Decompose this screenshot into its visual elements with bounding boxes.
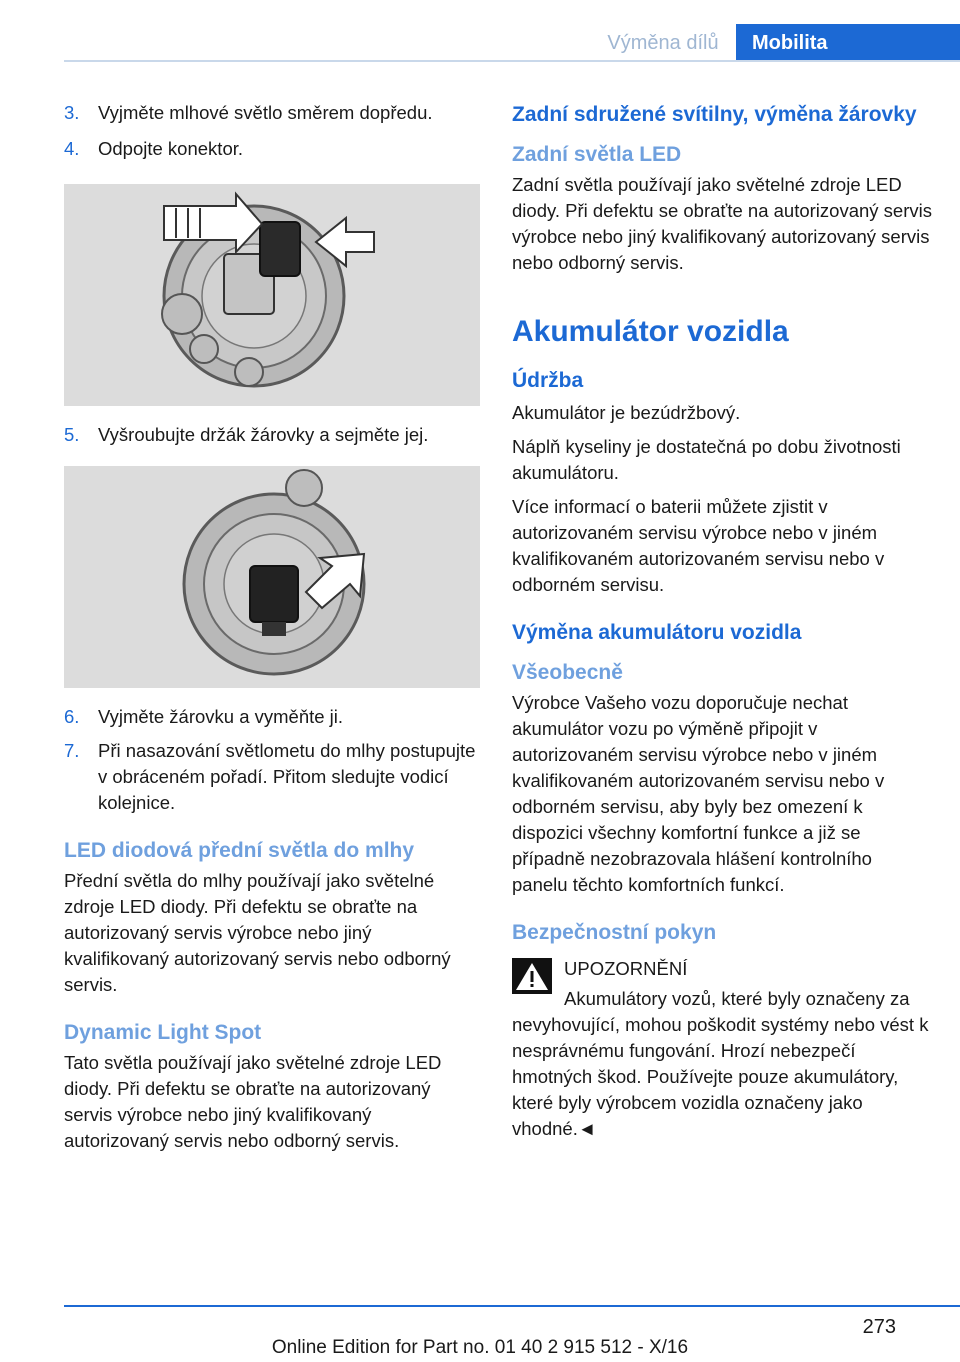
bulb-holder-illustration [64,466,480,688]
paragraph: Zadní světla používají jako světelné zdroje LED diody. Při defektu se obraťte na autorizovaný servis výrobce nebo jiný kvalifikovaný autorizovaný servis nebo odborný servis. [512,174,932,273]
right-column [512,100,932,1142]
step-item [64,422,480,448]
step-number: 6. [64,706,80,727]
header-section-tab: Výměna dílů [607,32,719,54]
section-heading: Údržba [512,369,584,392]
warning-triangle-icon [512,958,552,994]
step-number: 4. [64,138,80,159]
step-item [64,738,480,816]
chapter-heading: Akumulátor vozidla [512,315,789,348]
step-text: Vyšroubujte držák žárovky a sejměte jej. [98,424,429,445]
header-rule [64,60,960,62]
page-number: 273 [862,1316,896,1338]
section-heading: Dynamic Light Spot [64,1021,262,1044]
section-heading: Zadní sdružené svítilny, výměna žárovky [512,103,917,126]
paragraph: Přední světla do mlhy používají jako světelné zdroje LED diody. Při defektu se obraťte na autorizovaný servis výrobce nebo jiný kvalifikovaný autorizovaný servis nebo odborný servis. [64,870,451,995]
paragraph: Tato světla používají jako světelné zdroje LED diody. Při defektu se obraťte na autorizovaný servis výrobce nebo jiný kvalifikovaný autorizovaný servis nebo odborný servis. [64,1052,442,1151]
header-chapter-tab: Mobilita [736,24,960,62]
step-number: 3. [64,102,80,123]
paragraph: Náplň kyseliny je dostatečná po dobu životnosti akumulátoru. [512,436,901,483]
step-item [64,704,480,730]
warning-text: Akumulátory vozů, které byly označeny za nevyhovující, mohou poškodit systémy nebo vést k nesprávnému fungování. Hrozí nebezpečí hmotných škod. Používejte pouze akumulátory, které byly výrobcem vozidla označeny jako vhodné.◄ [512,988,929,1139]
step-number: 5. [64,424,80,445]
section-heading: LED diodová přední světla do mlhy [64,839,415,862]
step-text: Odpojte konektor. [98,138,244,159]
step-item [64,100,480,126]
step-text: Při nasazování světlometu do mlhy postupujte v obráceném pořadí. Přitom sledujte vodicí kolejnice. [98,740,476,813]
section-heading: Výměna akumulátoru vozidla [512,621,802,644]
subsection-heading: Bezpečnostní pokyn [512,921,717,944]
connector-illustration [64,184,480,406]
edition-footer: Online Edition for Part no. 01 40 2 915 512 - X/16 [271,1337,689,1358]
paragraph: Více informací o baterii můžete zjistit v autorizovaném servisu výrobce nebo v jiném kvalifikovaném autorizovaném servisu nebo v odborném servisu. [512,496,885,595]
step-text: Vyjměte žárovku a vyměňte ji. [98,706,344,727]
warning-label: UPOZORNĚNÍ [564,958,688,979]
step-number: 7. [64,740,80,761]
left-column [64,100,480,1154]
subsection-heading: Všeobecně [512,661,623,684]
footer-rule [64,1305,960,1307]
paragraph: Akumulátor je bezúdržbový. [512,402,741,423]
subsection-heading: Zadní světla LED [512,143,682,166]
paragraph: Výrobce Vašeho vozu doporučuje nechat akumulátor vozu po výměně připojit v autorizovaném servisu výrobce nebo v jiném kvalifikovaném autorizovaném servisu nebo v odborném servisu, aby byly bez omezení k dispozici všechny komfortní funkce a již se případně nezobrazovala hlášení kontrolního panelu těchto komfortních funkcí. [512,692,885,895]
step-text: Vyjměte mlhové světlo směrem dopředu. [98,102,433,123]
step-item [64,136,480,162]
